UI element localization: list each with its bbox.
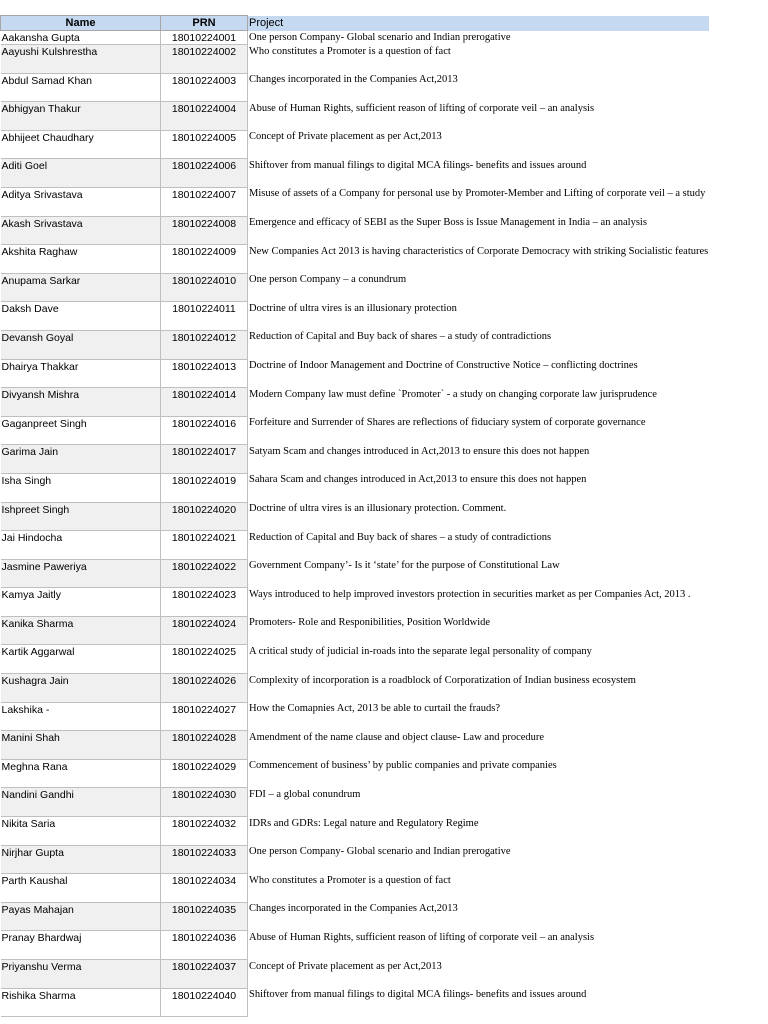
table-row [1,216,709,245]
project-cell[interactable]: Doctrine of Indoor Management and Doctrine of Constructive Notice – conflicting doctrines [249,360,638,372]
prn-cell[interactable]: 18010224005 [161,130,248,159]
prn-cell[interactable]: 18010224009 [161,245,248,274]
name-cell[interactable]: Dhairya Thakkar [1,359,161,388]
project-cell[interactable]: Who constitutes a Promoter is a question of fact [249,874,451,886]
project-cell[interactable]: Changes incorporated in the Companies Act,2013 [249,903,458,915]
name-cell[interactable]: Aakansha Gupta [1,31,161,45]
table-row [1,445,709,474]
table-row [1,874,709,903]
project-cell[interactable]: Concept of Private placement as per Act,2013 [249,131,442,143]
name-cell[interactable]: Abhigyan Thakur [1,102,161,131]
project-cell[interactable]: Government Company’- Is it ‘state’ for the purpose of Constitutional Law [249,560,560,572]
name-cell[interactable]: Kamya Jaitly [1,588,161,617]
name-cell[interactable]: Akshita Raghaw [1,245,161,274]
project-allocation-table [0,15,709,1017]
prn-cell[interactable]: 18010224023 [161,588,248,617]
table-row [1,359,709,388]
name-cell[interactable]: Ishpreet Singh [1,502,161,531]
prn-cell[interactable]: 18010224021 [161,531,248,560]
header-row [1,16,709,31]
prn-cell[interactable]: 18010224030 [161,788,248,817]
table-row [1,559,709,588]
table-row [1,302,709,331]
table-row [1,960,709,989]
name-cell[interactable]: Jai Hindocha [1,531,161,560]
prn-cell[interactable]: 18010224020 [161,502,248,531]
project-cell[interactable]: Abuse of Human Rights, sufficient reason of lifting of corporate veil – an analysis [249,931,595,943]
prn-cell[interactable]: 18010224012 [161,330,248,359]
prn-cell[interactable]: 18010224026 [161,674,248,703]
project-cell[interactable]: Complexity of incorporation is a roadblock of Corporatization of Indian business ecosystem [249,674,636,686]
prn-cell[interactable]: 18010224040 [161,988,248,1017]
name-cell[interactable]: Kushagra Jain [1,674,161,703]
prn-cell[interactable]: 18010224022 [161,559,248,588]
table-row [1,531,709,560]
prn-cell[interactable]: 18010224035 [161,902,248,931]
name-cell[interactable]: Divyansh Mishra [1,388,161,417]
name-cell[interactable]: Devansh Goyal [1,330,161,359]
prn-cell[interactable]: 18010224019 [161,473,248,502]
name-cell[interactable]: Aayushi Kulshrestha [1,45,161,74]
prn-cell[interactable]: 18010224036 [161,931,248,960]
project-cell[interactable]: One person Company- Global scenario and Indian prerogative [249,31,511,43]
name-cell[interactable]: Kanika Sharma [1,616,161,645]
name-cell[interactable]: Priyanshu Verma [1,960,161,989]
prn-cell[interactable]: 18010224033 [161,845,248,874]
project-column-header[interactable]: Project [248,16,709,31]
table-row [1,616,709,645]
table-row [1,187,709,216]
project-cell[interactable]: Emergence and efficacy of SEBI as the Super Boss is Issue Management in India – an analysis [249,217,647,229]
table-row [1,588,709,617]
table-row [1,388,709,417]
table-row [1,130,709,159]
prn-cell[interactable]: 18010224003 [161,73,248,102]
name-cell[interactable]: Lakshika - [1,702,161,731]
prn-cell[interactable]: 18010224032 [161,817,248,846]
project-cell[interactable]: Concept of Private placement as per Act,2013 [249,960,442,972]
project-cell[interactable]: How the Comapnies Act, 2013 be able to curtail the frauds? [249,703,501,715]
name-cell[interactable]: Parth Kaushal [1,874,161,903]
table-row [1,817,709,846]
name-cell[interactable]: Aditya Srivastava [1,187,161,216]
table-row [1,45,709,74]
name-cell[interactable]: Isha Singh [1,473,161,502]
name-column-header[interactable]: Name [1,16,161,31]
project-cell[interactable]: Amendment of the name clause and object clause- Law and procedure [249,731,545,743]
table-row [1,731,709,760]
table-row [1,988,709,1017]
prn-cell[interactable]: 18010224037 [161,960,248,989]
prn-cell[interactable]: 18010224013 [161,359,248,388]
prn-cell[interactable]: 18010224002 [161,45,248,74]
table-row [1,330,709,359]
name-cell[interactable]: Aditi Goel [1,159,161,188]
project-cell[interactable]: FDI – a global conundrum [249,788,361,800]
table-row [1,645,709,674]
prn-cell[interactable]: 18010224024 [161,616,248,645]
prn-cell[interactable]: 18010224027 [161,702,248,731]
table-row [1,502,709,531]
project-cell[interactable]: One person Company – a conundrum [249,274,407,286]
prn-cell[interactable]: 18010224008 [161,216,248,245]
name-cell[interactable]: Anupama Sarkar [1,273,161,302]
project-cell[interactable]: IDRs and GDRs: Legal nature and Regulatory Regime [249,817,479,829]
table-row [1,245,709,274]
name-cell[interactable]: Manini Shah [1,731,161,760]
prn-cell[interactable]: 18010224025 [161,645,248,674]
project-cell[interactable]: Doctrine of ultra vires is an illusionary protection [249,302,457,314]
project-cell[interactable]: Reduction of Capital and Buy back of shares – a study of contradictions [249,531,552,543]
project-cell[interactable]: Abuse of Human Rights, sufficient reason of lifting of corporate veil – an analysis [249,102,595,114]
prn-cell[interactable]: 18010224016 [161,416,248,445]
prn-cell[interactable]: 18010224011 [161,302,248,331]
name-cell[interactable]: Nirjhar Gupta [1,845,161,874]
prn-cell[interactable]: 18010224001 [161,31,248,45]
table-row [1,674,709,703]
project-cell[interactable]: Sahara Scam and changes introduced in Act,2013 to ensure this does not happen [249,474,587,486]
project-cell[interactable]: One person Company- Global scenario and Indian prerogative [249,846,511,858]
table-row [1,759,709,788]
project-cell[interactable]: A critical study of judicial in-roads into the separate legal personality of company [249,645,592,657]
name-cell[interactable]: Jasmine Paweriya [1,559,161,588]
prn-cell[interactable]: 18010224017 [161,445,248,474]
table-row [1,273,709,302]
prn-cell[interactable]: 18010224004 [161,102,248,131]
name-cell[interactable]: Payas Mahajan [1,902,161,931]
table-row [1,902,709,931]
name-cell[interactable]: Gaganpreet Singh [1,416,161,445]
name-cell[interactable]: Meghna Rana [1,759,161,788]
project-cell[interactable]: Doctrine of ultra vires is an illusionary protection. Comment. [249,503,507,514]
table-row [1,702,709,731]
project-cell[interactable]: Reduction of Capital and Buy back of shares – a study of contradictions [249,331,552,343]
prn-cell[interactable]: 18010224014 [161,388,248,417]
project-cell[interactable]: Satyam Scam and changes introduced in Act,2013 to ensure this does not happen [249,445,590,457]
name-cell[interactable]: Kartik Aggarwal [1,645,161,674]
table-row [1,845,709,874]
name-cell[interactable]: Abdul Samad Khan [1,73,161,102]
table-row [1,473,709,502]
project-cell[interactable]: Changes incorporated in the Companies Act,2013 [249,74,458,86]
prn-cell[interactable]: 18010224034 [161,874,248,903]
project-cell[interactable]: Shiftover from manual filings to digital MCA filings- benefits and issues around [249,989,587,1001]
name-cell[interactable]: Akash Srivastava [1,216,161,245]
project-cell[interactable]: New Companies Act 2013 is having characteristics of Corporate Democracy with striking Socialistic features [249,245,709,257]
name-cell[interactable]: Rishika Sharma [1,988,161,1017]
name-cell[interactable]: Garima Jain [1,445,161,474]
project-cell[interactable]: Commencement of business’ by public companies and private companies [249,760,557,772]
name-cell[interactable]: Nikita Saria [1,817,161,846]
project-cell[interactable]: Modern Company law must define `Promoter` - a study on changing corporate law jurisprudence [249,388,657,400]
table-row [1,73,709,102]
project-cell[interactable]: Forfeiture and Surrender of Shares are reflections of fiduciary system of corporate governance [249,417,646,429]
name-cell[interactable]: Pranay Bhardwaj [1,931,161,960]
prn-cell[interactable]: 18010224006 [161,159,248,188]
name-cell[interactable]: Nandini Gandhi [1,788,161,817]
table-body [1,31,709,1017]
prn-cell[interactable]: 18010224010 [161,273,248,302]
project-cell[interactable]: Shiftover from manual filings to digital MCA filings- benefits and issues around [249,159,587,171]
name-cell[interactable]: Abhijeet Chaudhary [1,130,161,159]
project-cell[interactable]: Promoters- Role and Responibilities, Position Worldwide [249,617,491,629]
project-cell[interactable]: Who constitutes a Promoter is a question of fact [249,45,451,57]
name-cell[interactable]: Daksh Dave [1,302,161,331]
prn-cell[interactable]: 18010224029 [161,759,248,788]
table-row [1,102,709,131]
prn-column-header[interactable]: PRN [161,16,248,31]
prn-cell[interactable]: 18010224007 [161,187,248,216]
table-row [1,931,709,960]
table-row [1,31,709,45]
project-cell[interactable]: Ways introduced to help improved investors protection in securities market as per Companies Act, 2013 . [249,588,691,600]
project-cell[interactable]: Misuse of assets of a Company for personal use by Promoter-Member and Lifting of corporate veil – a study [249,188,706,200]
prn-cell[interactable]: 18010224028 [161,731,248,760]
table-row [1,159,709,188]
table-row [1,416,709,445]
table-row [1,788,709,817]
